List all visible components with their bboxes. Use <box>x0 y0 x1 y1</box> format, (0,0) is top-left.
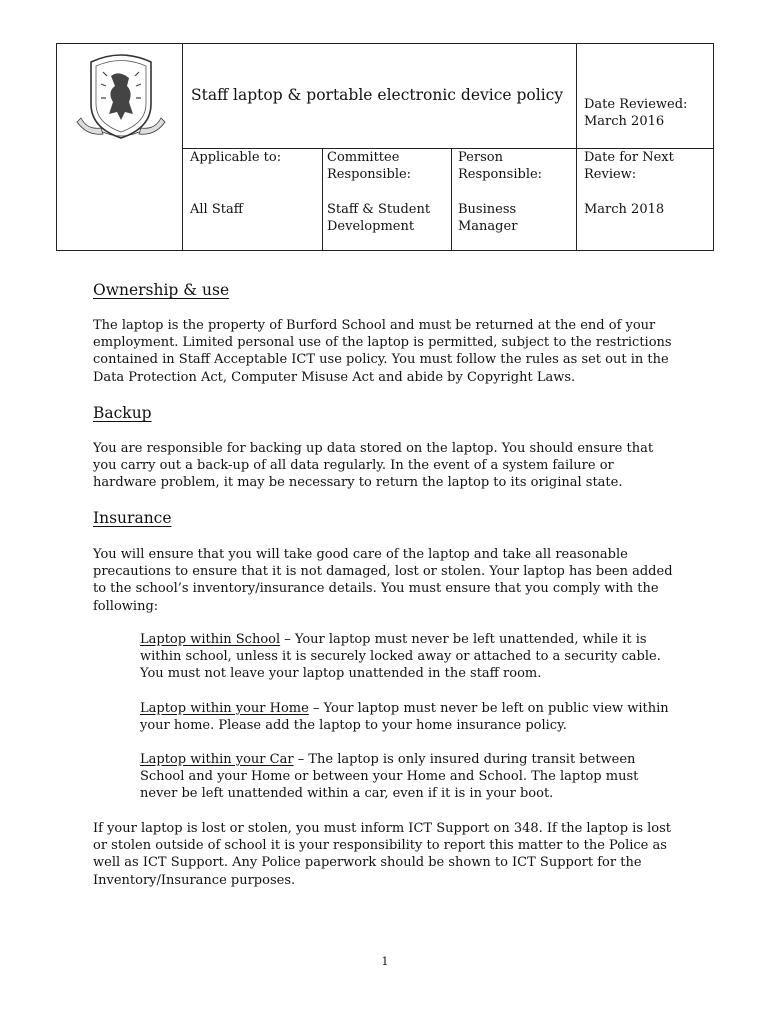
item-title: Laptop within your Home <box>140 701 309 716</box>
heading-backup: Backup <box>93 404 152 422</box>
page-number: 1 <box>381 955 389 968</box>
date-reviewed: Date Reviewed: March 2016 <box>584 97 688 129</box>
school-crest-logo <box>73 52 169 142</box>
policy-header-table <box>56 43 714 251</box>
item-laptop-within-school: Laptop within School – Your laptop must never be left unattended, while it is within school, unless it is securely locked away or attached to a security cable. You must not leave your laptop unattended in the staff room. <box>140 632 661 682</box>
committee-responsible-cell: Committee Responsible: Staff & Student Development <box>327 150 431 234</box>
ownership-paragraph: The laptop is the property of Burford School and must be returned at the end of your employment. Limited personal use of the laptop is permitted, subject to the restrictions contained in Staff Acceptable ICT use policy. You must follow the rules as set out in the Data Protection Act, Computer Misuse Act and abide by Copyright Laws. <box>93 318 672 385</box>
applicable-to-cell: Applicable to: All Staff <box>190 150 282 217</box>
backup-paragraph: You are responsible for backing up data stored on the laptop. You should ensure that you carry out a back-up of all data regularly. In the event of a system failure or hardware problem, it may be necessary to return the laptop to its original state. <box>93 441 654 491</box>
insurance-closing-paragraph: If your laptop is lost or stolen, you must inform ICT Support on 348. If the laptop is lost or stolen outside of school it is your responsibility to report this matter to the Police as well as ICT Support. Any Police paperwork should be shown to ICT Support for the Inventory/Insurance purposes. <box>93 821 671 888</box>
next-review-cell: Date for Next Review: March 2018 <box>584 150 674 217</box>
item-laptop-within-car: Laptop within your Car – The laptop is only insured during transit between School and your Home or between your Home and School. The laptop must never be left unattended within a car, even if it is in your boot. <box>140 752 639 802</box>
person-responsible-cell: Person Responsible: Business Manager <box>458 150 543 234</box>
heading-ownership: Ownership & use <box>93 281 230 299</box>
item-title: Laptop within School <box>140 632 281 647</box>
insurance-paragraph: You will ensure that you will take good care of the laptop and take all reasonable precautions to ensure that it is not damaged, lost or stolen. Your laptop has been added to the school’s inventory/insurance details. You must ensure that you comply with the following: <box>93 547 673 614</box>
item-title: Laptop within your Car <box>140 752 294 767</box>
heading-insurance: Insurance <box>93 509 172 527</box>
item-laptop-within-home: Laptop within your Home – Your laptop must never be left on public view within your home. Please add the laptop to your home insurance policy. <box>140 701 669 734</box>
policy-title: Staff laptop & portable electronic device policy <box>191 86 564 104</box>
